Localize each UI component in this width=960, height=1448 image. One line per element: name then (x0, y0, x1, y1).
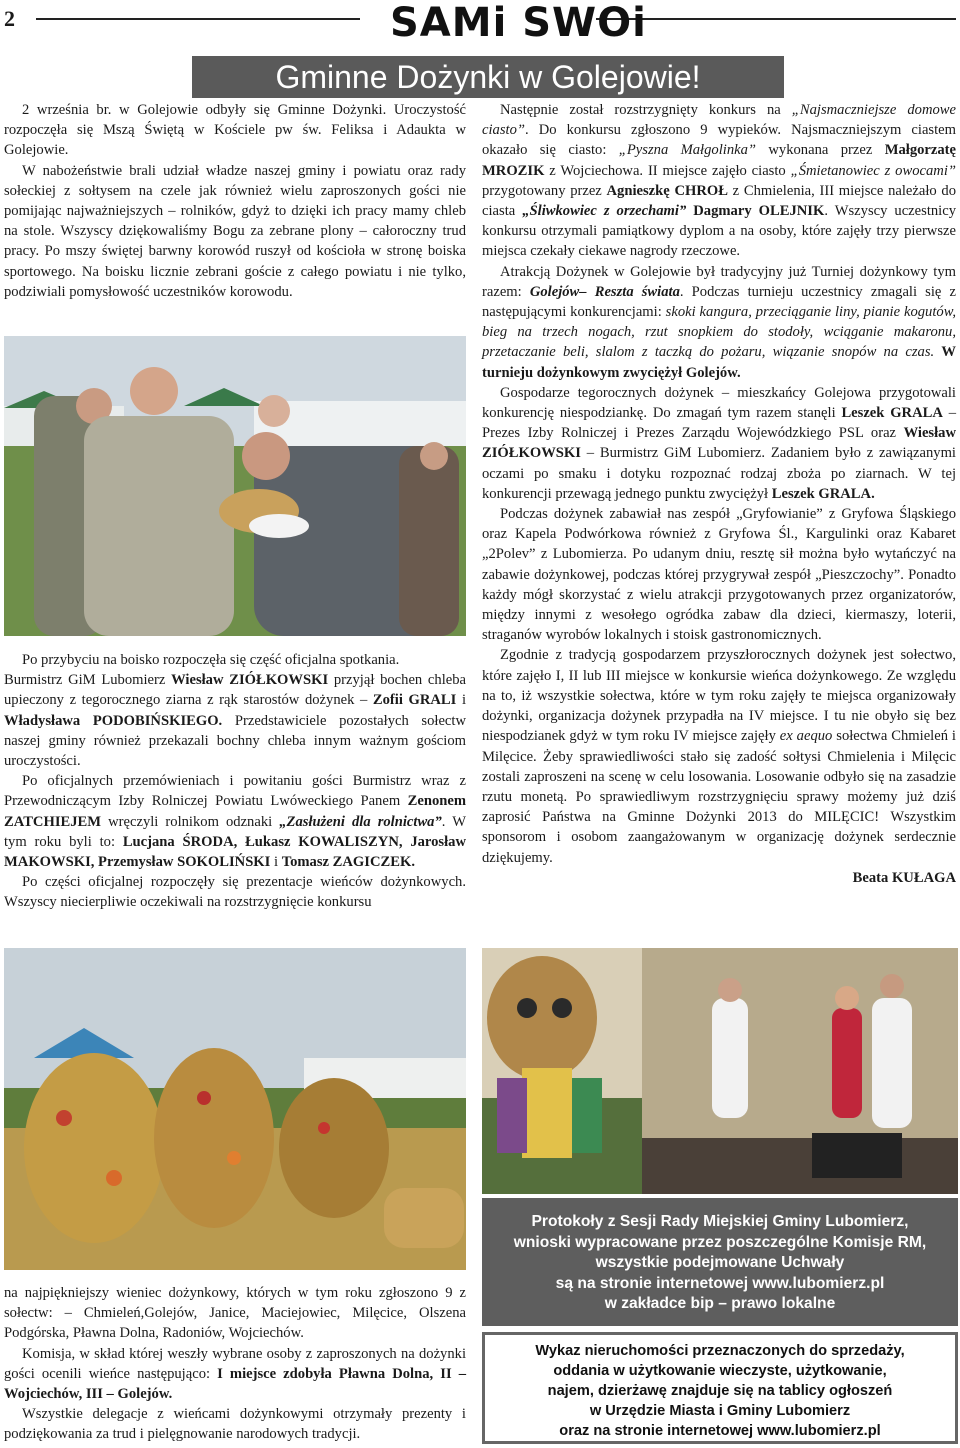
italic-run: „Śliwkowiec z orzechami” (522, 203, 687, 220)
page-number: 2 (4, 6, 15, 31)
photo-bread-ceremony (4, 336, 466, 636)
paragraph (4, 1344, 466, 1405)
bold-name: Zofii GRALI (372, 692, 457, 709)
bold-name: Agnieszkę CHROŁ (606, 182, 728, 199)
italic-run: „Pyszna Małgolinka” (618, 142, 757, 159)
photo-harvest-wreaths-image (4, 948, 466, 1270)
text-run: przygotowany przez (482, 182, 607, 199)
info-line: w zakładce bip – prawo lokalne (604, 1295, 836, 1312)
text-run: wręczyli rolnikom odznaki (101, 813, 280, 830)
masthead-logo: SAMi SWOi (390, 0, 647, 46)
paragraph (482, 645, 956, 867)
text-run: i (270, 854, 282, 871)
bold-name: Władysława PODOBIŃSKIEGO. (4, 712, 223, 729)
text-run: . Podczas turnieju uczestnicy zmagali się z następującymi konkurencjami: (482, 283, 956, 321)
text-run: – Burmistrz GiM Lubomierz. Zadaniem było z zawiązanymi oczami po smaku i dotyku rozpoznać rodzaj zboża po ziarnach. W tej konkurencji przewagą jednego punktu zwyciężył (482, 445, 956, 502)
text-run: . W tym roku byli to: (4, 813, 467, 850)
info-line: wszystkie podejmowane Uchwały (595, 1254, 845, 1271)
text-run: Po oficjalnych przemówieniach i powitaniu gości Burmistrz wraz z Przewodniczącym Izby Rolniczej Powiatu Lwóweckiego Panem (4, 773, 466, 810)
italic-run: ex aequo (779, 728, 833, 745)
award-name: „Zasłużeni dla rolnictwa” (279, 813, 442, 830)
paragraph (482, 383, 956, 504)
paragraph: na najpiękniejszy wieniec dożynkowy, których w tym roku zgłoszono 9 z sołectw: – Chmieleń,Golejów, Janice, Maciejowiec, Milęcice, Olszena Podgórska, Pławna Dolna, Radoniów, Wojciechów. (4, 1285, 466, 1342)
bold-name: Tomasz ZAGICZEK. (281, 854, 415, 871)
bold-name: Wiesław ZIÓŁKOWSKI (482, 425, 956, 462)
photo-bread-ceremony-image (4, 336, 466, 636)
info-line: są na stronie internetowej www.lubomierz.pl (555, 1274, 885, 1292)
paragraph: Po przybyciu na boisko rozpoczęła się część oficjalna spotkania. (22, 652, 400, 668)
text-run: Komisja, w skład której weszły wybrane osoby z zaproszonych na dożynki gości ocenili wieńce następująco: (4, 1345, 466, 1382)
headline-banner: Gminne Dożynki w Golejowie! (192, 56, 784, 98)
header-rule-right (596, 18, 956, 20)
text-run: i (456, 692, 466, 709)
header-rule-left (36, 18, 360, 20)
bold-name: Leszek GRALA (841, 405, 943, 422)
info-line: wnioski wypracowane przez poszczególne Komisje RM, (513, 1233, 927, 1251)
text-run: z Wojciechowa. II miejsce zajęło ciasto (544, 162, 791, 179)
author-signature: Beata KUŁAGA (852, 869, 956, 886)
bold-name: Wiesław ZIÓŁKOWSKI (171, 672, 329, 689)
italic-run: skoki kangura, przeciąganie liny, pianie kogutów, bieg na trzech nogach, rzut snopkiem do stodoły, wciąganie makaronu, przetaczanie beli, slalom z taczką do pożaru, wiązanie snopów na czas. (482, 304, 957, 361)
text-run: Zgodnie z tradycją gospodarzem przyszłorocznych dożynek jest sołectwo, które zajęło I, II lub III miejsce w konkursie wieńca dożynkowego. Ze względu na to, iż wszystkie sołectwa, które w tym roku zajęły te miejsca organizowały dożynki, organizacja dożynek przypadła na IV miejsce. I tu nie obyło się bez niespodzianek gdyż w tym roku IV miejsce zajęły (482, 647, 956, 745)
info-line: Wykaz nieruchomości przeznaczonych do sprzedaży, (535, 1343, 905, 1359)
left-column-top (4, 100, 466, 302)
bold-name: Zenonem ZATCHIEJEM (4, 793, 466, 830)
paragraph: 2 września br. w Golejowie odbyły się Gminne Dożynki. Uroczystość rozpoczęła się Mszą Świętą w Kościele pw św. Feliksa i Adaukta w Golejowie. (4, 102, 466, 159)
paragraph (482, 100, 956, 262)
info-line: oraz na stronie internetowej www.lubomierz.pl (559, 1423, 881, 1439)
text-run: Burmistrz GiM Lubomierz (4, 672, 172, 689)
info-line: w Urzędzie Miasta i Gminy Lubomierz (589, 1403, 851, 1419)
info-line: oddania w użytkowanie wieczyste, użytkowanie, (553, 1363, 887, 1379)
text-run: Atrakcją Dożynek w Golejowie był tradycyjny już Turniej dożynkowy tym razem: (482, 263, 956, 300)
text-run: . Wszyscy uczestnicy konkursu otrzymali pamiątkowy dyplom a na osoby, które zajęły trzy pierwsze miejsca czekały ciekawe nagrody rzeczowe. (482, 203, 956, 260)
photo-harvest-wreaths (4, 948, 466, 1270)
left-column-bottom (4, 1283, 466, 1445)
paragraph: Wszystkie delegacje z wieńcami dożynkowymi otrzymały prezenty i podziękowania za trud i pielęgnowanie narodowych tradycji. (4, 1406, 466, 1443)
italic-run: „Śmietanowiec z owocami” (790, 162, 956, 179)
text-run: przyjął bochen chleba upieczony z tegorocznego ziarna z rąk starostów dożynek – (4, 672, 466, 709)
text-run: wykonana przez (756, 142, 885, 159)
text-run: . Do konkursu zgłoszono 9 wypieków. Najsmaczniejszym ciastem okazało się ciasto: (482, 122, 956, 159)
paragraph (482, 262, 956, 383)
photo-stage-performance-image (482, 948, 958, 1194)
right-column (482, 100, 956, 888)
text-run: z Chmielenia, III miejsce należało do ciasta (482, 182, 956, 220)
paragraph (4, 771, 466, 872)
paragraph (4, 670, 466, 771)
paragraph: Po części oficjalnej rozpoczęły się prezentacje wieńców dożynkowych. Wszyscy niecierpliwie oczekiwali na rozstrzygnięcie konkursu (4, 874, 466, 911)
left-column-middle (4, 650, 466, 913)
paragraph: W nabożeństwie brali udział władze naszej gminy i powiatu oraz rady sołeckiej z sołtysem na czele jak również wielu zaproszonych gości nie pomijając najważniejszych – rolników, gdyż to dzięki ich pracy mamy chleb na stole. Wszyscy dziękowaliśmy Bogu za zebrane plony – całoroczny trud pracy. Po mszy świętej barwny korowód ruszył od kościoła w stronę boiska sportowego. Na boisku licznie zebrani goście z całego powiatu i nie tylko, podziwiali pomysłowość uczestników korowodu. (4, 162, 466, 300)
text-run: – Prezes Izby Rolniczej i Prezes Zarządu Wojewódzkiego PSL oraz (482, 405, 956, 442)
bold-run: W turnieju dożynkowym zwyciężył Golejów. (482, 344, 956, 381)
tournament-name: Golejów– Reszta świata (529, 283, 680, 300)
text-run: sołectwa Chmieleń i Milęcice. Żeby sprawiedliwości stało się zadość sołtysi Chmielenia i Milęcic zostali zaproszeni na scenę w celu losowania. Losowanie odbyło się na zasadzie rzutu monetą. Po sprawiedliwym rozstrzygnięciu sprawy możemy już dziś zaprosić Państwa na Gminne Dożynki 2013 do MILĘCIC! Wszystkim sponsorom i osobom zaangażowanym w organizację dożynek serdecznie dziękujemy. (482, 728, 956, 866)
bold-name: Leszek GRALA. (771, 485, 875, 502)
italic-run: „Najsmaczniejsze domowe ciasto” (482, 102, 956, 139)
text-run: Następnie został rozstrzygnięty konkurs na (500, 102, 792, 118)
info-box-real-estate (482, 1332, 958, 1444)
info-box-protocols (482, 1198, 958, 1326)
paragraph: Podczas dożynek zabawiał nas zespół „Gryfowianie” z Gryfowa Śląskiego oraz Kapela Podwórkowa również z Gryfowa Śl., Kargulinki oraz Kabaret „2Polev” z Lubomierza. Po udanym dniu, resztę sił można było wytańczyć na zabawie dożynkowej, podczas której przygrywał zespół „Pieszczochy”. Ponadto każdy mógł skorzystać z wielu atrakcji przygotowanych przez organizatorów, między innymi z wesołego ogródka zabaw dla dzieci, kiermaszy, loterii, straganów wyrobów lokalnych i stoisk gastronomicznych. (482, 506, 956, 644)
text-run: Gospodarze tegorocznych dożynek – mieszkańcy Golejowa przygotowali konkurencję niespodziankę. Do zmagań tym razem stanęli (482, 384, 956, 422)
bold-name: Małgorzatę MROZIK (482, 142, 956, 179)
info-line: najem, dzierżawę znajduje się na tablicy ogłoszeń (547, 1383, 893, 1399)
text-run: Przedstawiciele pozostałych sołectw naszej gminy również przekazali bochny chleba innym ważnym gościom uroczystości. (4, 712, 466, 770)
bold-name: Lucjana ŚRODA, Łukasz KOWALISZYN, Jarosław MAKOWSKI, Przemysław SOKOLIŃSKI (4, 833, 466, 871)
info-line: Protokoły z Sesji Rady Miejskiej Gminy Lubomierz, (531, 1213, 909, 1230)
bold-name: Dagmary OLEJNIK (693, 203, 825, 220)
photo-stage-performance (482, 948, 958, 1194)
bold-run: I miejsce zdobyła Pławna Dolna, II – Wojciechów, III – Golejów. (4, 1365, 467, 1403)
